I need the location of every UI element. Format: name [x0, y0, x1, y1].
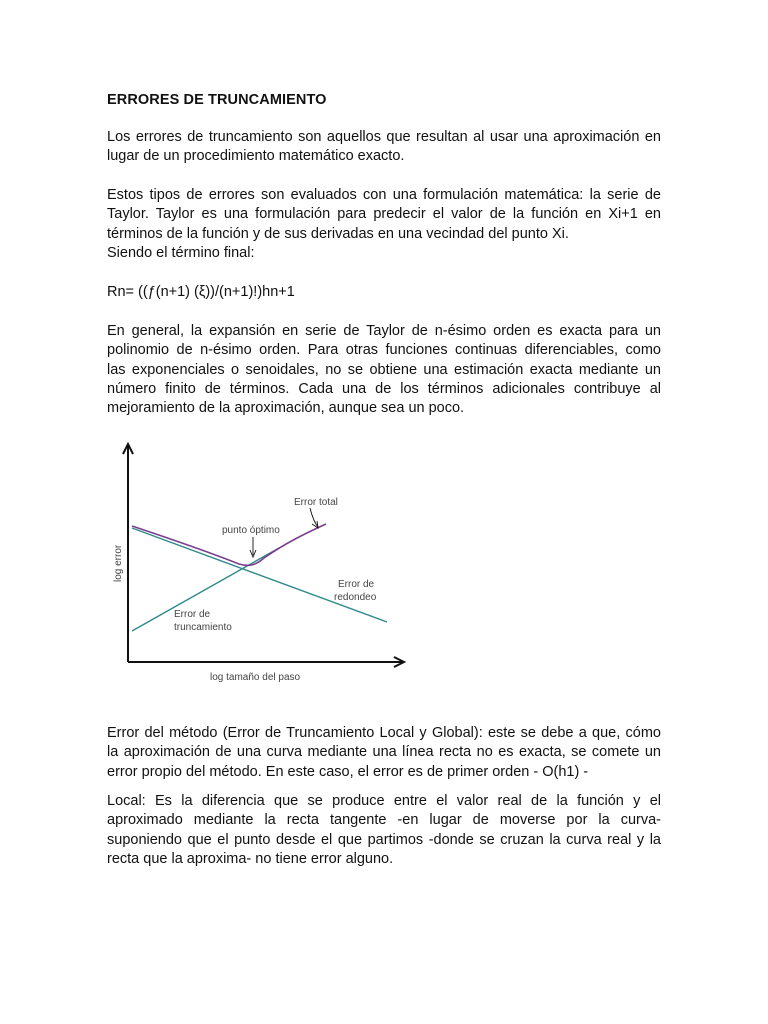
formula	[107, 283, 661, 302]
text-line: las exponenciales o senoidales, no se obtiene una estimación exacta mediante un	[107, 361, 661, 378]
text-line: Local: Es la diferencia que se produce entre el valor real de la función y el	[107, 793, 661, 809]
label-error-de-redondeo: Error de	[338, 579, 375, 590]
label-error-de-truncamiento: Error de	[174, 609, 211, 620]
label-error-total: Error total	[294, 497, 338, 508]
paragraph-method-error	[107, 724, 661, 782]
total-arrow	[310, 508, 318, 527]
text-line: Taylor. Taylor es una formulación para predecir el valor de la función en Xi+1 en	[107, 206, 661, 223]
roundoff-error-line	[132, 528, 387, 622]
text-line: Error del método (Error de Truncamiento Local y Global): este se debe a que, cómo	[107, 725, 661, 741]
paragraph-local	[107, 792, 661, 869]
text-line: Estos tipos de errores son evaluados con una formulación matemática: la serie de	[107, 187, 661, 203]
text-line: polinomio de n-ésimo orden. Para otras funciones continuas diferenciables, como	[107, 342, 661, 359]
page-title: ERRORES DE TRUNCAMIENTO	[107, 92, 327, 108]
formula-text: Rn= ((ƒ(n+1) (ξ))/(n+1)!)hn+1	[107, 284, 295, 300]
text-line: error propio del método. En este caso, el error es de primer orden - O(h1) -	[107, 763, 589, 780]
text-line: aproximado mediante la recta tangente -en lugar de moverse por la curva-	[107, 812, 661, 829]
text-line: Siendo el término final:	[107, 244, 255, 261]
text-line: lugar de un procedimiento matemático exacto.	[107, 148, 405, 165]
label-truncamiento: truncamiento	[174, 622, 232, 633]
paragraph-taylor	[107, 186, 661, 263]
paragraph-intro	[107, 128, 661, 167]
label-redondeo: redondeo	[334, 592, 377, 603]
text-line: recta que la aproxima- no tiene error alguno.	[107, 850, 394, 867]
error-diagram-svg	[104, 436, 410, 686]
text-line: número finito de términos. Cada una de los términos adicionales contribuye al	[107, 380, 661, 397]
text-line: términos de la función y de sus derivadas en una vecindad del punto Xi.	[107, 225, 569, 242]
text-line: En general, la expansión en serie de Taylor de n-ésimo orden es exacta para un	[107, 323, 661, 339]
label-punto-optimo: punto óptimo	[222, 525, 280, 536]
text-line: suponiendo que el punto desde el que partimos -donde se cruzan la curva real y la	[107, 831, 661, 848]
text-line: Los errores de truncamiento son aquellos que resultan al usar una aproximación en	[107, 129, 661, 145]
text-line: la aproximación de una curva mediante una línea recta no es exacta, se comete un	[107, 744, 661, 761]
x-axis-label: log tamaño del paso	[210, 672, 301, 683]
y-axis-label: log error	[113, 544, 124, 582]
paragraph-expansion	[107, 322, 661, 418]
text-line: mejoramiento de la aproximación, aunque sea un poco.	[107, 400, 465, 417]
error-diagram	[104, 436, 410, 686]
